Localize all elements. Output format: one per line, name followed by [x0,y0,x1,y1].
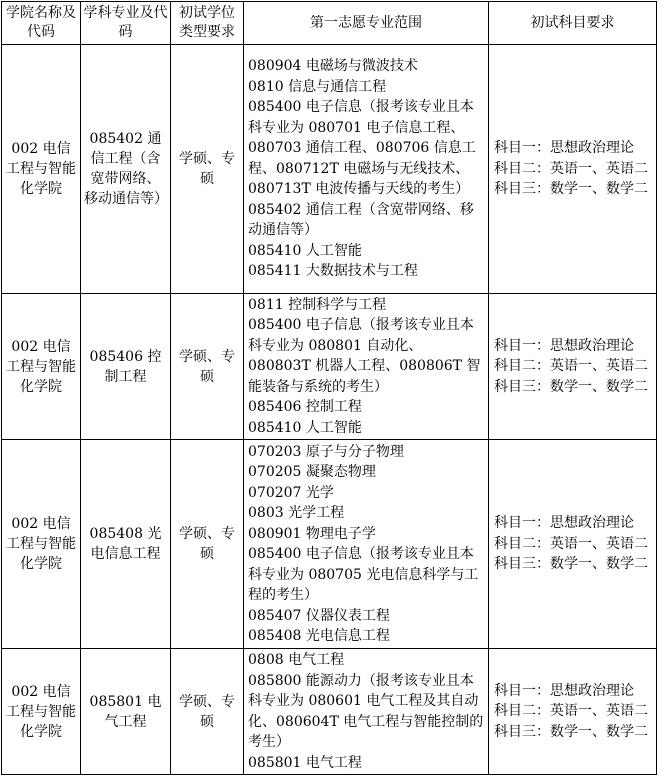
subject-item: 科目三：数学一、数学二 [494,723,648,740]
header-college: 学院名称及代码 [2,2,81,45]
major-item: 070207 光学 [248,484,334,501]
college-cell: 002 电信工程与智能化学院 [2,294,81,440]
subjects-cell [489,45,657,294]
subject-item: 科目二：英语一、英语二 [494,160,648,177]
college-cell: 002 电信工程与智能化学院 [2,440,81,649]
college-cell: 002 电信工程与智能化学院 [2,649,81,775]
major-item: 080901 物理电子学 [248,525,376,542]
major-item: 085410 人工智能 [248,242,362,259]
subject-item: 科目三：数学一、数学二 [494,181,648,198]
degree-type-cell: 学硕、专硕 [171,294,244,440]
major-item: 070205 凝聚态物理 [248,464,376,480]
major-item: 085407 仪器仪表工程 [248,607,390,624]
subject-item: 科目二：英语一、英语二 [494,358,648,375]
table-row [2,440,657,649]
degree-type-cell: 学硕、专硕 [171,45,244,294]
major-item: 080904 电磁场与微波技术 [248,58,418,75]
major-item: 085400 电子信息（报考该专业且本科专业为 080705 光电信息科学与工程的考生） [248,546,479,603]
subject-item: 科目二：英语一、英语二 [494,703,648,720]
table-row [2,649,657,775]
subject-item: 科目二：英语一、英语二 [494,535,648,552]
degree-type-cell: 学硕、专硕 [171,440,244,649]
major-item: 085410 人工智能 [248,419,362,436]
header-degree-type: 初试学位类型要求 [171,2,244,45]
table-row [2,45,657,294]
major-item: 0803 光学工程 [248,505,345,521]
majors-cell [244,440,489,649]
majors-cell [244,649,489,775]
discipline-cell: 085402 通信工程（含宽带网络、移动通信等） [81,45,171,294]
major-item: 085411 大数据技术与工程 [248,263,418,280]
discipline-cell: 085406 控制工程 [81,294,171,440]
major-item: 0811 控制科学与工程 [248,296,387,313]
subjects-cell [489,649,657,775]
discipline-cell: 085408 光电信息工程 [81,440,171,649]
subjects-cell [489,294,657,440]
major-item: 085400 电子信息（报考该专业且本科专业为 080701 电子信息工程、080703 通信工程、080706 信息工程、080712T 电磁场与无线技术、080713T 电波传播与天线的考生） [248,99,476,198]
admissions-table [1,1,657,775]
subject-item: 科目一：思想政治理论 [494,682,634,699]
degree-type-cell: 学硕、专硕 [171,649,244,775]
major-item: 085801 电气工程 [248,754,362,771]
subject-item: 科目一：思想政治理论 [494,515,634,532]
subject-item: 科目三：数学一、数学二 [494,378,648,395]
subject-item: 科目一：思想政治理论 [494,337,634,354]
college-cell: 002 电信工程与智能化学院 [2,45,81,294]
major-item: 0808 电气工程 [248,652,345,668]
header-exam-subjects: 初试科目要求 [489,2,657,45]
majors-cell [244,45,489,294]
header-first-choice: 第一志愿专业范围 [244,2,489,45]
major-item: 085408 光电信息工程 [248,628,390,644]
table-row [2,294,657,440]
header-discipline: 学科专业及代码 [81,2,171,45]
subject-item: 科目一：思想政治理论 [494,140,634,157]
header-row [2,2,657,45]
majors-cell [244,294,489,440]
major-item: 085400 电子信息（报考该专业且本科专业为 080801 自动化、080803T 机器人工程、080806T 智能装备与系统的考生） [248,317,481,395]
discipline-cell: 085801 电气工程 [81,649,171,775]
major-item: 085406 控制工程 [248,399,362,416]
major-item: 070203 原子与分子物理 [248,443,404,460]
major-item: 085800 能源动力（报考该专业且本科专业为 080601 电气工程及其自动化、080604T 电气工程与智能控制的考生） [248,672,484,750]
major-item: 0810 信息与通信工程 [248,78,387,95]
subjects-cell [489,440,657,649]
major-item: 085402 通信工程（含宽带网络、移动通信等） [248,201,474,239]
subject-item: 科目三：数学一、数学二 [494,556,648,573]
